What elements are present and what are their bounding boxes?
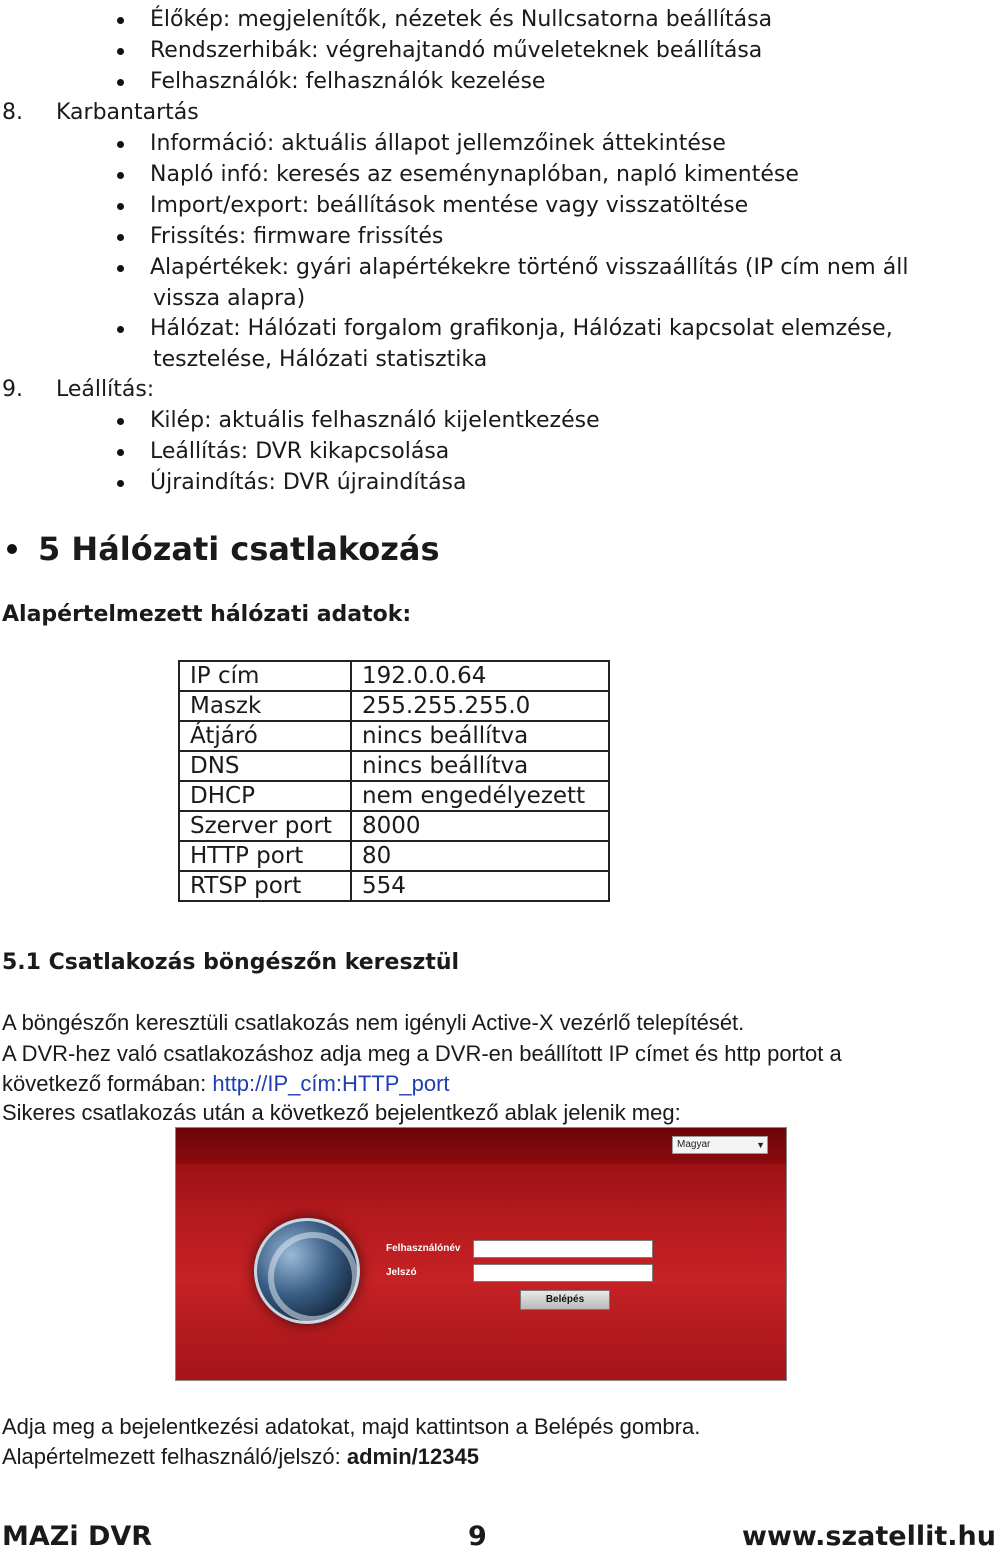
table-value: nem engedélyezett (351, 781, 609, 811)
subheading: Alapértelmezett hálózati adatok: (2, 602, 412, 627)
password-label: Jelszó (386, 1267, 417, 1278)
table-value: 554 (351, 871, 609, 901)
heading-bullet (7, 544, 17, 554)
section-number: 8. (2, 100, 23, 125)
login-window-screenshot (175, 1127, 787, 1381)
bullet (117, 265, 124, 272)
paragraph-line: A böngészőn keresztüli csatlakozás nem igényli Active-X vezérlő telepítését. (2, 1010, 745, 1035)
list-item: Import/export: beállítások mentése vagy visszatöltése (150, 193, 749, 218)
bullet (117, 79, 124, 86)
list-item: Alapértékek: gyári alapértékekre történő visszaállítás (IP cím nem áll (150, 255, 909, 280)
language-value: Magyar (677, 1139, 711, 1150)
table-key: DNS (179, 751, 351, 781)
table-key: Szerver port (179, 811, 351, 841)
table-value: nincs beállítva (351, 721, 609, 751)
list-item: Rendszerhibák: végrehajtandó műveleteknek beállítása (150, 38, 763, 63)
section-number: 9. (2, 377, 23, 402)
chapter-heading: 5 Hálózati csatlakozás (38, 530, 440, 568)
list-item: Leállítás: DVR kikapcsolása (150, 439, 450, 464)
table-row (179, 841, 609, 871)
paragraph-line: Adja meg a bejelentkezési adatokat, majd kattintson a Belépés gombra. (2, 1414, 701, 1439)
list-item: Frissítés: firmware frissítés (150, 224, 444, 249)
network-defaults-table (178, 660, 610, 902)
table-row (179, 661, 609, 691)
section-title: Karbantartás (56, 100, 199, 125)
paragraph-text: Alapértelmezett felhasználó/jelszó: (2, 1444, 347, 1469)
table-value: nincs beállítva (351, 751, 609, 781)
page-number: 9 (468, 1521, 487, 1552)
list-item: Hálózat: Hálózati forgalom grafikonja, Hálózati kapcsolat elemzése, (150, 316, 893, 341)
list-item-continuation: tesztelése, Hálózati statisztika (153, 347, 488, 372)
bullet (117, 17, 124, 24)
paragraph-line: A DVR-hez való csatlakozáshoz adja meg a DVR-en beállított IP címet és http portot a (2, 1041, 842, 1066)
table-value: 192.0.0.64 (351, 661, 609, 691)
bullet (117, 480, 124, 487)
chevron-down-icon: ▼ (756, 1140, 765, 1150)
table-key: HTTP port (179, 841, 351, 871)
table-key: RTSP port (179, 871, 351, 901)
table-value: 255.255.255.0 (351, 691, 609, 721)
list-item: Felhasználók: felhasználók kezelése (150, 69, 546, 94)
password-input[interactable] (473, 1264, 653, 1282)
table-value: 8000 (351, 811, 609, 841)
username-label: Felhasználónév (386, 1243, 461, 1254)
list-item: Újraindítás: DVR újraindítása (150, 470, 467, 495)
list-item: Információ: aktuális állapot jellemzőinek áttekintése (150, 131, 726, 156)
table-row (179, 871, 609, 901)
bullet (117, 326, 124, 333)
paragraph-line: Sikeres csatlakozás után a következő bejelentkező ablak jelenik meg: (2, 1100, 681, 1125)
table-key: DHCP (179, 781, 351, 811)
language-select[interactable] (672, 1136, 768, 1154)
table-key: IP cím (179, 661, 351, 691)
bullet (117, 418, 124, 425)
footer-product: MAZi DVR (2, 1521, 153, 1552)
table-row (179, 781, 609, 811)
login-button[interactable]: Belépés (520, 1290, 610, 1310)
table-row (179, 721, 609, 751)
table-row (179, 691, 609, 721)
bullet (117, 141, 124, 148)
list-item-continuation: vissza alapra) (153, 286, 306, 311)
url-format-link[interactable]: http://IP_cím:HTTP_port (212, 1071, 450, 1096)
section-heading: 5.1 Csatlakozás böngészőn keresztül (2, 950, 460, 975)
table-key: Átjáró (179, 721, 351, 751)
section-title: Leállítás: (56, 377, 155, 402)
table-value: 80 (351, 841, 609, 871)
table-row (179, 811, 609, 841)
bullet (117, 172, 124, 179)
default-credentials: admin/12345 (346, 1444, 479, 1469)
globe-ring-decoration (268, 1232, 358, 1322)
list-item: Élőkép: megjelenítők, nézetek és Nullcsatorna beállítása (150, 7, 773, 32)
table-row (179, 751, 609, 781)
list-item: Kilép: aktuális felhasználó kijelentkezése (150, 408, 600, 433)
paragraph-line (2, 1442, 479, 1472)
list-item: Napló infó: keresés az eseménynaplóban, napló kimentése (150, 162, 799, 187)
footer-website: www.szatellit.hu (742, 1521, 996, 1552)
bullet (117, 234, 124, 241)
paragraph-line (2, 1069, 450, 1099)
username-input[interactable] (473, 1240, 653, 1258)
bullet (117, 48, 124, 55)
table-key: Maszk (179, 691, 351, 721)
bullet (117, 449, 124, 456)
bullet (117, 203, 124, 210)
paragraph-text: következő formában: (2, 1071, 213, 1096)
